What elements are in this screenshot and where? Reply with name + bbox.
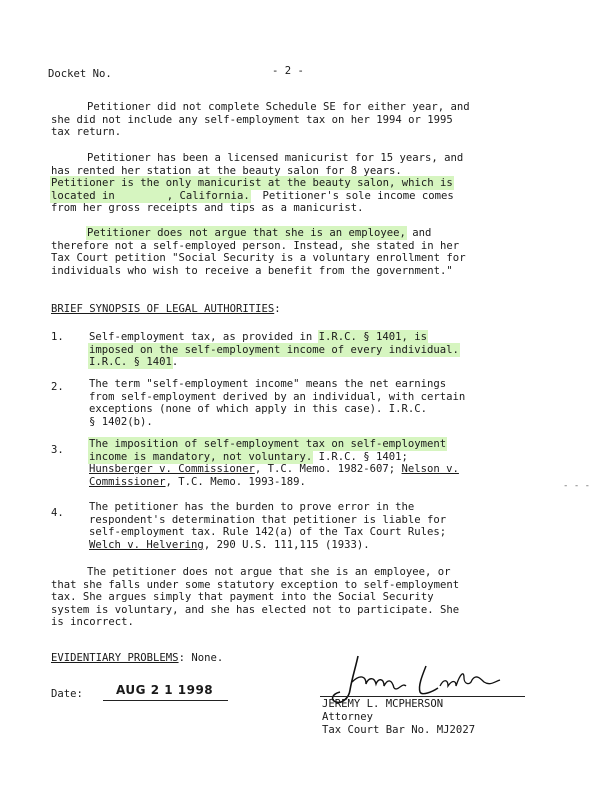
scan-marks: - - -	[563, 481, 591, 491]
item-number: 3.	[51, 444, 64, 456]
item-number: 2.	[51, 381, 64, 393]
text-line: Tax Court petition "Social Security is a voluntary enrollment for	[51, 252, 466, 264]
synopsis-heading: BRIEF SYNOPSIS OF LEGAL AUTHORITIES:	[51, 303, 281, 315]
item-number: 1.	[51, 331, 64, 343]
case-citation: Commissioner	[89, 475, 166, 488]
text-line: self-employment tax. Rule 142(a) of the Tax Court Rules;	[89, 526, 447, 538]
date-stamp: AUG 2 1 1998	[116, 683, 214, 697]
text-line: Petitioner has been a licensed manicurist for 15 years, and	[87, 152, 464, 164]
text-line: has rented her station at the beauty salon for 8 years.	[51, 164, 402, 177]
highlighted-text: I.R.C. § 1401	[89, 356, 172, 368]
evidentiary-problems: EVIDENTIARY PROBLEMS: None.	[51, 652, 224, 664]
text-line: tax. She argues simply that payment into the Social Security	[51, 591, 434, 603]
text-line: system is voluntary, and she has elected not to participate. She	[51, 603, 460, 616]
highlighted-text: Petitioner is the only manicurist at the beauty salon, which is	[51, 177, 453, 189]
text-line: The term "self-employment income" means the net earnings	[89, 378, 447, 390]
highlighted-text: I.R.C. § 1401, is	[318, 331, 428, 343]
paragraph-manicurist	[51, 152, 463, 215]
case-citation: Nelson v.	[401, 463, 459, 475]
list-item-definition	[89, 378, 465, 428]
text-line: individuals who wish to receive a benefit from the government."	[51, 264, 453, 277]
highlighted-text: imposed on the self-employment income of every individual.	[89, 343, 459, 356]
text-line: therefore not a self-employed person. Instead, she stated in her	[51, 239, 460, 252]
text-line: tax return.	[51, 126, 122, 138]
text-line: is incorrect.	[51, 616, 134, 628]
highlighted-text: The imposition of self-employment tax on self-employment	[89, 438, 447, 450]
date-label: Date:	[51, 688, 83, 700]
text-line: respondent's determination that petitioner is liable for	[89, 513, 447, 526]
docket-label: Docket No.	[48, 68, 112, 80]
text-line: The petitioner has the burden to prove error in the	[89, 501, 415, 513]
list-item-burden: The petitioner has the burden to prove error in the respondent's determination that petitioner is liable for self-employment tax. Rule 142(a) of the Tax Court Rules; Welch v. Helvering, 290 U.S. 111,115 (1933).	[89, 501, 447, 551]
text-line: Petitioner did not complete Schedule SE for either year, and	[87, 101, 470, 113]
text-line: exceptions (none of which apply in this case). I.R.C.	[89, 403, 428, 415]
text-line: Petitioner's sole income comes	[262, 189, 454, 202]
case-citation: Welch v. Helvering	[89, 538, 204, 551]
text-line: she did not include any self-employment tax on her 1994 or 1995	[51, 113, 453, 126]
text-line: § 1402(b).	[89, 415, 153, 428]
paragraph-not-employee	[51, 227, 466, 277]
date-line	[103, 700, 228, 701]
bar-number: Tax Court Bar No. MJ2027	[322, 724, 476, 736]
signature-line	[320, 696, 525, 697]
text-line: and	[405, 227, 432, 239]
list-item-1401: Self-employment tax, as provided in I.R.C. § 1401, is imposed on the self-employment income of every individual. I.R.C. § 1401.	[89, 331, 459, 368]
highlighted-text: located in , California.	[51, 189, 250, 202]
highlighted-text: Petitioner does not argue that she is an employee,	[87, 227, 406, 239]
text-line: The petitioner does not argue that she is an employee, or	[87, 566, 451, 578]
list-item-mandatory: The imposition of self-employment tax on self-employment income is mandatory, not voluntary. I.R.C. § 1401; Hunsberger v. Commissioner, T.C. Memo. 1982-607; Nelson v. Commissioner, T.C. Memo. 1993-189.	[89, 438, 459, 488]
page-number: - 2 -	[272, 65, 304, 77]
text-line: from her gross receipts and tips as a manicurist.	[51, 202, 364, 214]
text-line: from self-employment derived by an individual, with certain	[89, 390, 466, 403]
item-number: 4.	[51, 507, 64, 519]
text-line: that she falls under some statutory exception to self-employment	[51, 578, 460, 591]
attorney-title: Attorney	[322, 711, 374, 723]
highlighted-text: income is mandatory, not voluntary.	[89, 450, 313, 463]
paragraph-conclusion	[51, 566, 459, 629]
paragraph-schedule-se	[51, 101, 470, 139]
attorney-name: JEREMY L. MCPHERSON	[322, 698, 444, 710]
case-citation: Hunsberger v. Commissioner	[89, 463, 255, 475]
